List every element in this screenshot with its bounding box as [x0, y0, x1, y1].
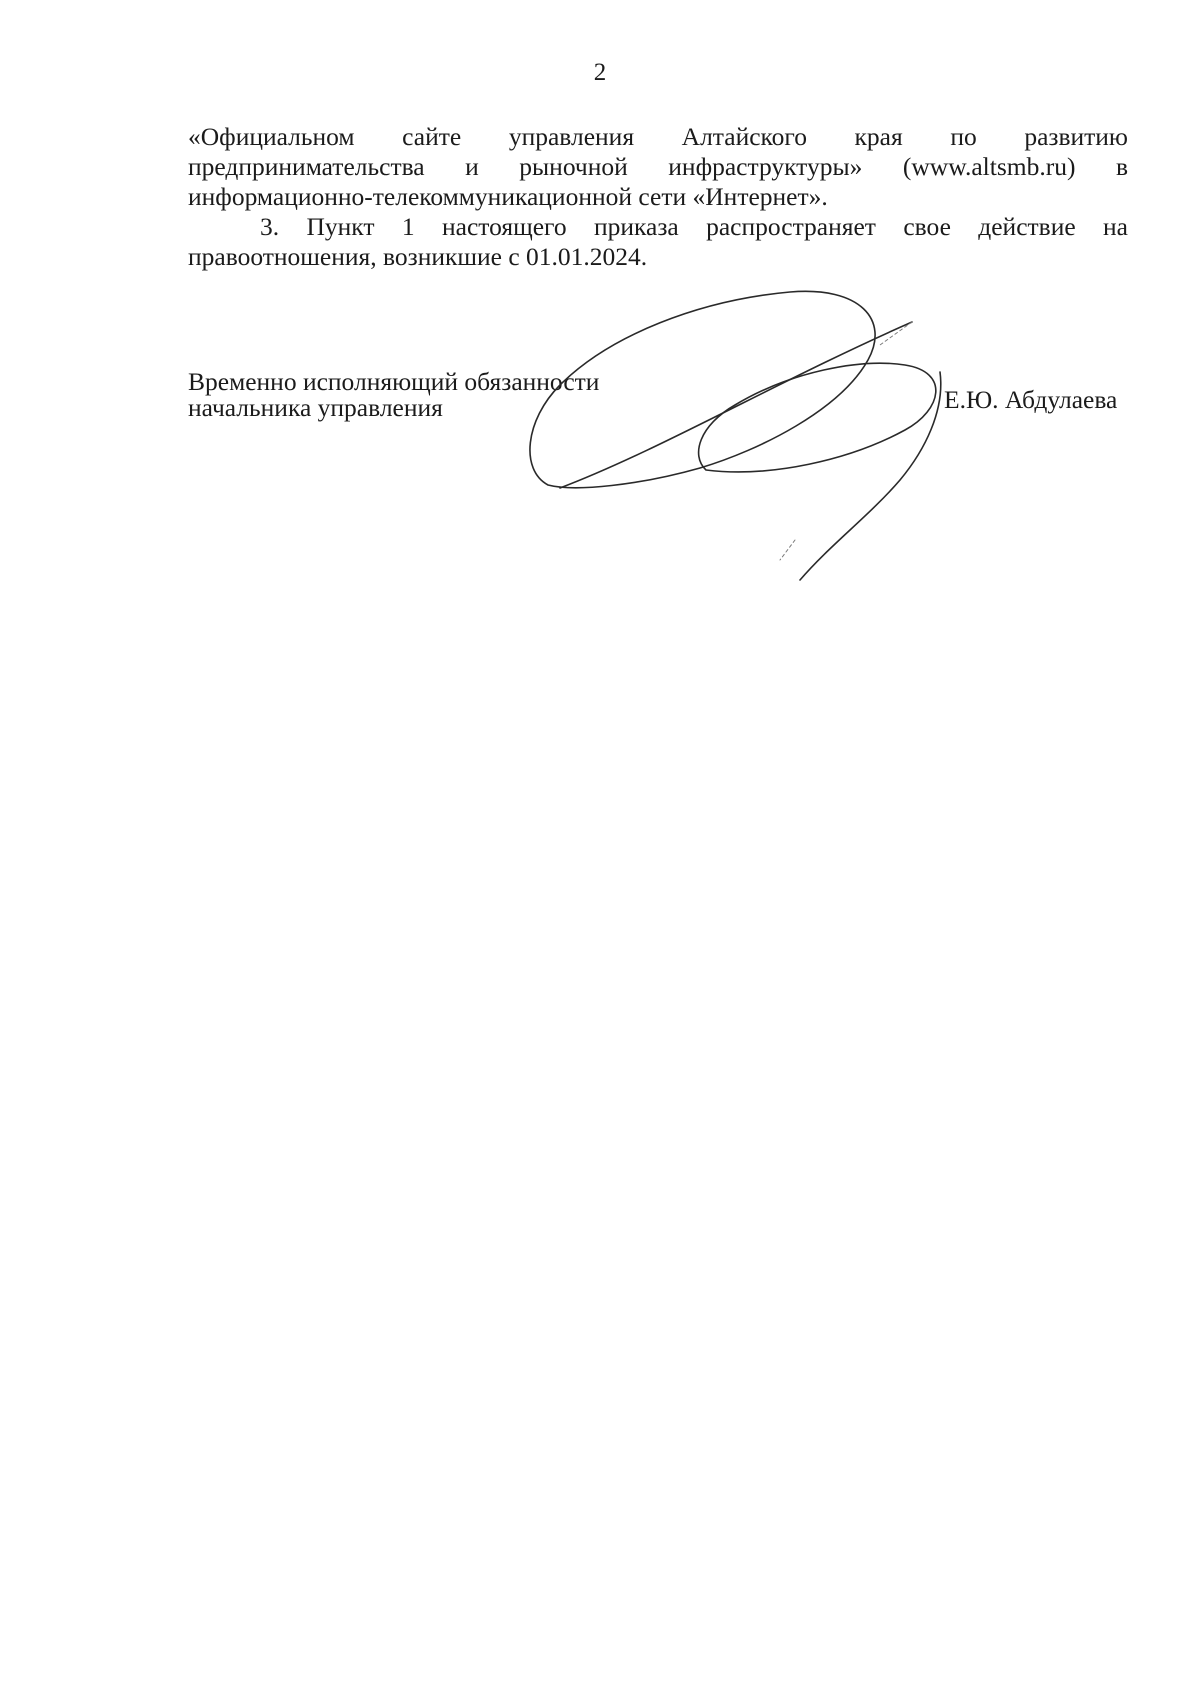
- signature-stroke: [800, 372, 941, 580]
- signer-name: Е.Ю. Абдулаева: [944, 385, 1118, 414]
- signer-position-line: Временно исполняющий обязанности: [188, 367, 600, 396]
- paragraph-line: предпринимательства и рыночной инфраструктуры» (www.altsmb.ru) в: [188, 152, 1128, 181]
- page-number: 2: [593, 59, 607, 86]
- paragraph-line: 3. Пункт 1 настоящего приказа распространяет свое действие на: [260, 212, 1128, 241]
- signature-stroke: [780, 540, 795, 560]
- signature-stroke: [530, 291, 875, 487]
- paragraph-line: правоотношения, возникшие с 01.01.2024.: [188, 242, 648, 271]
- signer-position-line: начальника управления: [188, 393, 443, 422]
- paragraph-line: «Официальном сайте управления Алтайского края по развитию: [188, 122, 1128, 151]
- paragraph-line: информационно-телекоммуникационной сети «Интернет».: [188, 182, 828, 211]
